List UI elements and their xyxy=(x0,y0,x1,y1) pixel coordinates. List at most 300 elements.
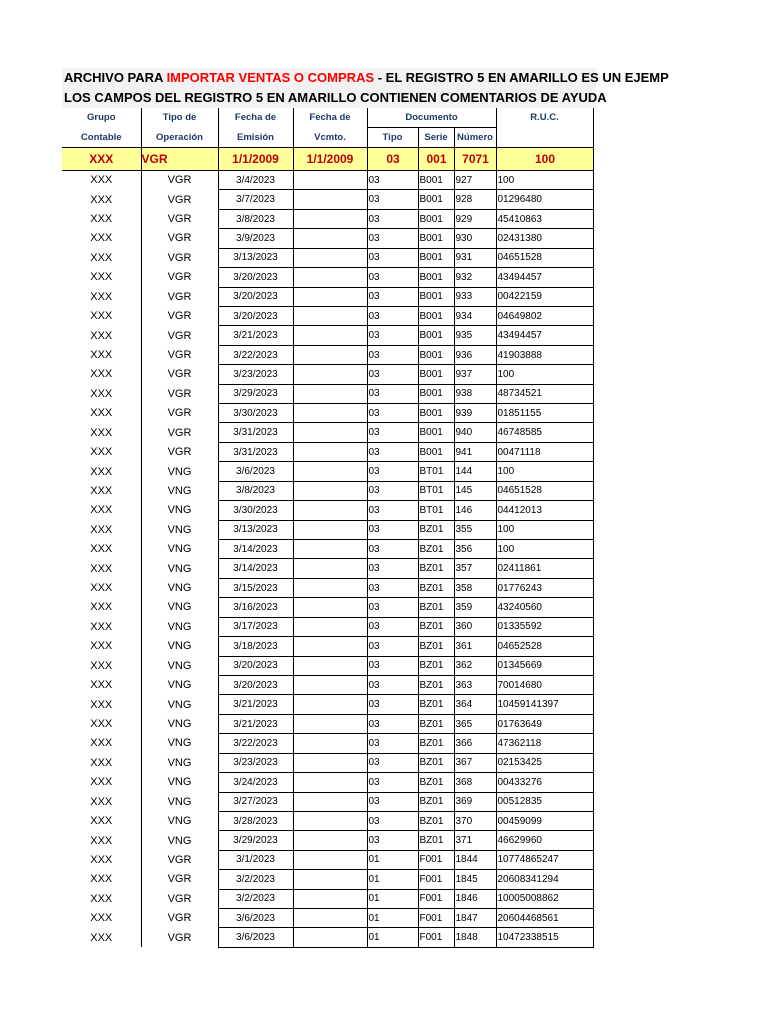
example-fecha-emision[interactable]: 1/1/2009 xyxy=(218,148,293,171)
cell-serie[interactable]: B001 xyxy=(418,171,454,190)
cell-grupo[interactable]: XXX xyxy=(90,349,113,361)
cell-fecha-emision[interactable]: 3/14/2023 xyxy=(218,540,293,559)
cell-grupo[interactable]: XXX xyxy=(90,834,113,847)
cell-fecha-vcmto[interactable] xyxy=(293,384,367,403)
cell-numero[interactable]: 357 xyxy=(454,559,496,578)
cell-serie[interactable]: BZ01 xyxy=(418,637,454,656)
cell-ruc[interactable]: 04651528 xyxy=(496,481,593,500)
cell-doc-tipo[interactable]: 03 xyxy=(367,520,418,539)
cell-tipo-op[interactable]: VGR xyxy=(141,442,218,461)
cell-tipo-op[interactable]: VGR xyxy=(141,268,218,287)
cell-ruc[interactable]: 00433276 xyxy=(496,773,593,792)
cell-fecha-vcmto[interactable] xyxy=(293,365,367,384)
cell-fecha-emision[interactable]: 3/27/2023 xyxy=(218,792,293,811)
cell-tipo-op[interactable]: VGR xyxy=(141,889,218,908)
cell-fecha-vcmto[interactable] xyxy=(293,442,367,461)
cell-numero[interactable]: 929 xyxy=(454,209,496,228)
example-ruc[interactable]: 100 xyxy=(496,148,593,171)
cell-fecha-vcmto[interactable] xyxy=(293,578,367,597)
cell-ruc[interactable]: 01345669 xyxy=(496,656,593,675)
cell-tipo-op[interactable]: VNG xyxy=(141,734,218,753)
cell-grupo[interactable]: XXX xyxy=(90,698,113,711)
cell-doc-tipo[interactable]: 03 xyxy=(367,326,418,345)
cell-fecha-vcmto[interactable] xyxy=(293,675,367,694)
cell-numero[interactable]: 1846 xyxy=(454,889,496,908)
cell-grupo[interactable]: XXX xyxy=(90,290,113,303)
cell-numero[interactable]: 1847 xyxy=(454,909,496,928)
cell-ruc[interactable]: 100 xyxy=(496,540,593,559)
cell-numero[interactable]: 145 xyxy=(454,481,496,500)
cell-grupo[interactable]: XXX xyxy=(90,815,113,828)
cell-grupo[interactable]: XXX xyxy=(90,659,113,672)
cell-grupo[interactable]: XXX xyxy=(90,679,113,692)
cell-numero[interactable]: 930 xyxy=(454,229,496,248)
cell-tipo-op[interactable]: VGR xyxy=(141,326,218,345)
cell-fecha-emision[interactable]: 3/20/2023 xyxy=(218,306,293,325)
cell-doc-tipo[interactable]: 03 xyxy=(367,831,418,850)
cell-fecha-emision[interactable]: 3/1/2023 xyxy=(218,850,293,869)
cell-numero[interactable]: 362 xyxy=(454,656,496,675)
cell-numero[interactable]: 1845 xyxy=(454,870,496,889)
cell-ruc[interactable]: 04412013 xyxy=(496,501,593,520)
cell-serie[interactable]: B001 xyxy=(418,229,454,248)
cell-ruc[interactable]: 100 xyxy=(496,462,593,481)
cell-serie[interactable]: BZ01 xyxy=(418,617,454,636)
cell-ruc[interactable]: 20608341294 xyxy=(496,870,593,889)
cell-numero[interactable]: 938 xyxy=(454,384,496,403)
cell-tipo-op[interactable]: VNG xyxy=(141,656,218,675)
cell-tipo-op[interactable]: VNG xyxy=(141,617,218,636)
cell-doc-tipo[interactable]: 03 xyxy=(367,248,418,267)
cell-numero[interactable]: 939 xyxy=(454,404,496,423)
cell-numero[interactable]: 360 xyxy=(454,617,496,636)
cell-serie[interactable]: F001 xyxy=(418,889,454,908)
cell-grupo[interactable]: XXX xyxy=(90,873,113,886)
cell-ruc[interactable]: 43240560 xyxy=(496,598,593,617)
cell-doc-tipo[interactable]: 03 xyxy=(367,268,418,287)
cell-grupo[interactable]: XXX xyxy=(90,620,113,633)
cell-fecha-emision[interactable]: 3/13/2023 xyxy=(218,520,293,539)
cell-numero[interactable]: 146 xyxy=(454,501,496,520)
cell-serie[interactable]: B001 xyxy=(418,326,454,345)
cell-grupo[interactable]: XXX xyxy=(90,329,113,342)
cell-numero[interactable]: 370 xyxy=(454,811,496,830)
cell-grupo[interactable]: XXX xyxy=(90,582,113,595)
cell-serie[interactable]: BT01 xyxy=(418,462,454,481)
cell-fecha-emision[interactable]: 3/2/2023 xyxy=(218,870,293,889)
cell-numero[interactable]: 358 xyxy=(454,578,496,597)
cell-doc-tipo[interactable]: 03 xyxy=(367,306,418,325)
cell-fecha-vcmto[interactable] xyxy=(293,598,367,617)
cell-numero[interactable]: 927 xyxy=(454,171,496,190)
cell-ruc[interactable]: 00471118 xyxy=(496,442,593,461)
cell-doc-tipo[interactable]: 03 xyxy=(367,442,418,461)
cell-doc-tipo[interactable]: 01 xyxy=(367,909,418,928)
cell-fecha-vcmto[interactable] xyxy=(293,462,367,481)
cell-fecha-emision[interactable]: 3/30/2023 xyxy=(218,404,293,423)
cell-serie[interactable]: B001 xyxy=(418,248,454,267)
cell-fecha-emision[interactable]: 3/21/2023 xyxy=(218,326,293,345)
cell-grupo[interactable]: XXX xyxy=(90,912,113,925)
cell-ruc[interactable]: 70014680 xyxy=(496,675,593,694)
cell-tipo-op[interactable]: VGR xyxy=(141,384,218,403)
cell-serie[interactable]: F001 xyxy=(418,850,454,869)
cell-grupo[interactable]: XXX xyxy=(90,601,113,614)
cell-ruc[interactable]: 01335592 xyxy=(496,617,593,636)
cell-serie[interactable]: F001 xyxy=(418,909,454,928)
cell-serie[interactable]: B001 xyxy=(418,190,454,209)
cell-fecha-vcmto[interactable] xyxy=(293,792,367,811)
cell-fecha-vcmto[interactable] xyxy=(293,889,367,908)
cell-serie[interactable]: BZ01 xyxy=(418,656,454,675)
example-grupo[interactable]: XXX xyxy=(62,148,141,171)
cell-ruc[interactable]: 45410863 xyxy=(496,209,593,228)
cell-tipo-op[interactable]: VGR xyxy=(141,928,218,947)
cell-serie[interactable]: B001 xyxy=(418,287,454,306)
cell-fecha-vcmto[interactable] xyxy=(293,714,367,733)
cell-tipo-op[interactable]: VNG xyxy=(141,598,218,617)
cell-fecha-vcmto[interactable] xyxy=(293,209,367,228)
cell-fecha-vcmto[interactable] xyxy=(293,909,367,928)
cell-numero[interactable]: 144 xyxy=(454,462,496,481)
cell-fecha-vcmto[interactable] xyxy=(293,190,367,209)
cell-fecha-vcmto[interactable] xyxy=(293,268,367,287)
cell-ruc[interactable]: 04649802 xyxy=(496,306,593,325)
cell-numero[interactable]: 368 xyxy=(454,773,496,792)
cell-ruc[interactable]: 10459141397 xyxy=(496,695,593,714)
cell-doc-tipo[interactable]: 03 xyxy=(367,345,418,364)
cell-tipo-op[interactable]: VNG xyxy=(141,578,218,597)
cell-doc-tipo[interactable]: 03 xyxy=(367,773,418,792)
cell-ruc[interactable]: 47362118 xyxy=(496,734,593,753)
cell-fecha-vcmto[interactable] xyxy=(293,850,367,869)
cell-fecha-vcmto[interactable] xyxy=(293,928,367,947)
cell-serie[interactable]: BZ01 xyxy=(418,520,454,539)
cell-ruc[interactable]: 43494457 xyxy=(496,268,593,287)
cell-fecha-emision[interactable]: 3/22/2023 xyxy=(218,345,293,364)
cell-doc-tipo[interactable]: 03 xyxy=(367,598,418,617)
cell-fecha-vcmto[interactable] xyxy=(293,695,367,714)
cell-tipo-op[interactable]: VNG xyxy=(141,481,218,500)
cell-numero[interactable]: 359 xyxy=(454,598,496,617)
cell-doc-tipo[interactable]: 03 xyxy=(367,637,418,656)
cell-numero[interactable]: 941 xyxy=(454,442,496,461)
cell-serie[interactable]: BZ01 xyxy=(418,773,454,792)
cell-fecha-emision[interactable]: 3/22/2023 xyxy=(218,734,293,753)
cell-serie[interactable]: B001 xyxy=(418,268,454,287)
cell-fecha-emision[interactable]: 3/23/2023 xyxy=(218,365,293,384)
cell-fecha-emision[interactable]: 3/29/2023 xyxy=(218,384,293,403)
cell-grupo[interactable]: XXX xyxy=(90,426,113,439)
cell-ruc[interactable]: 100 xyxy=(496,520,593,539)
cell-doc-tipo[interactable]: 01 xyxy=(367,889,418,908)
cell-serie[interactable]: BZ01 xyxy=(418,675,454,694)
cell-tipo-op[interactable]: VGR xyxy=(141,345,218,364)
cell-ruc[interactable]: 02153425 xyxy=(496,753,593,772)
cell-grupo[interactable]: XXX xyxy=(90,484,113,497)
cell-grupo[interactable]: XXX xyxy=(90,174,113,187)
cell-fecha-vcmto[interactable] xyxy=(293,520,367,539)
cell-tipo-op[interactable]: VNG xyxy=(141,811,218,830)
cell-grupo[interactable]: XXX xyxy=(90,795,113,808)
cell-numero[interactable]: 366 xyxy=(454,734,496,753)
cell-serie[interactable]: B001 xyxy=(418,442,454,461)
cell-fecha-vcmto[interactable] xyxy=(293,773,367,792)
cell-fecha-emision[interactable]: 3/15/2023 xyxy=(218,578,293,597)
cell-doc-tipo[interactable]: 03 xyxy=(367,171,418,190)
cell-ruc[interactable]: 02411861 xyxy=(496,559,593,578)
cell-grupo[interactable]: XXX xyxy=(90,737,113,750)
cell-tipo-op[interactable]: VGR xyxy=(141,404,218,423)
cell-fecha-emision[interactable]: 3/31/2023 xyxy=(218,442,293,461)
cell-serie[interactable]: BZ01 xyxy=(418,734,454,753)
cell-fecha-emision[interactable]: 3/6/2023 xyxy=(218,462,293,481)
cell-numero[interactable]: 935 xyxy=(454,326,496,345)
cell-fecha-emision[interactable]: 3/9/2023 xyxy=(218,229,293,248)
cell-ruc[interactable]: 10774865247 xyxy=(496,850,593,869)
cell-tipo-op[interactable]: VGR xyxy=(141,229,218,248)
cell-fecha-vcmto[interactable] xyxy=(293,229,367,248)
cell-numero[interactable]: 371 xyxy=(454,831,496,850)
cell-serie[interactable]: BZ01 xyxy=(418,811,454,830)
cell-fecha-emision[interactable]: 3/28/2023 xyxy=(218,811,293,830)
cell-serie[interactable]: B001 xyxy=(418,345,454,364)
cell-fecha-vcmto[interactable] xyxy=(293,617,367,636)
cell-fecha-emision[interactable]: 3/17/2023 xyxy=(218,617,293,636)
cell-doc-tipo[interactable]: 03 xyxy=(367,287,418,306)
cell-serie[interactable]: BZ01 xyxy=(418,714,454,733)
cell-tipo-op[interactable]: VNG xyxy=(141,501,218,520)
cell-fecha-emision[interactable]: 3/8/2023 xyxy=(218,481,293,500)
cell-fecha-vcmto[interactable] xyxy=(293,559,367,578)
cell-grupo[interactable]: XXX xyxy=(90,776,113,789)
cell-doc-tipo[interactable]: 03 xyxy=(367,384,418,403)
cell-ruc[interactable]: 00459099 xyxy=(496,811,593,830)
cell-tipo-op[interactable]: VGR xyxy=(141,870,218,889)
cell-ruc[interactable]: 100 xyxy=(496,365,593,384)
cell-grupo[interactable]: XXX xyxy=(90,271,113,284)
cell-tipo-op[interactable]: VGR xyxy=(141,248,218,267)
cell-fecha-emision[interactable]: 3/20/2023 xyxy=(218,656,293,675)
cell-fecha-vcmto[interactable] xyxy=(293,637,367,656)
cell-grupo[interactable]: XXX xyxy=(90,523,113,536)
cell-ruc[interactable]: 00512835 xyxy=(496,792,593,811)
cell-fecha-emision[interactable]: 3/18/2023 xyxy=(218,637,293,656)
cell-grupo[interactable]: XXX xyxy=(90,232,113,245)
cell-serie[interactable]: BZ01 xyxy=(418,540,454,559)
cell-grupo[interactable]: XXX xyxy=(90,892,113,905)
cell-fecha-emision[interactable]: 3/6/2023 xyxy=(218,928,293,947)
cell-serie[interactable]: BZ01 xyxy=(418,559,454,578)
cell-doc-tipo[interactable]: 03 xyxy=(367,792,418,811)
cell-tipo-op[interactable]: VNG xyxy=(141,714,218,733)
cell-numero[interactable]: 1848 xyxy=(454,928,496,947)
cell-grupo[interactable]: XXX xyxy=(90,251,113,264)
cell-numero[interactable]: 932 xyxy=(454,268,496,287)
cell-numero[interactable]: 361 xyxy=(454,637,496,656)
cell-fecha-emision[interactable]: 3/14/2023 xyxy=(218,559,293,578)
cell-numero[interactable]: 365 xyxy=(454,714,496,733)
cell-grupo[interactable]: XXX xyxy=(90,193,113,206)
cell-fecha-emision[interactable]: 3/4/2023 xyxy=(218,171,293,190)
cell-tipo-op[interactable]: VGR xyxy=(141,209,218,228)
cell-fecha-emision[interactable]: 3/23/2023 xyxy=(218,753,293,772)
cell-doc-tipo[interactable]: 03 xyxy=(367,617,418,636)
cell-tipo-op[interactable]: VGR xyxy=(141,287,218,306)
example-serie[interactable]: 001 xyxy=(418,148,454,171)
cell-tipo-op[interactable]: VGR xyxy=(141,909,218,928)
cell-fecha-vcmto[interactable] xyxy=(293,734,367,753)
cell-serie[interactable]: B001 xyxy=(418,384,454,403)
cell-grupo[interactable]: XXX xyxy=(90,213,113,226)
cell-ruc[interactable]: 02431380 xyxy=(496,229,593,248)
cell-fecha-vcmto[interactable] xyxy=(293,326,367,345)
cell-tipo-op[interactable]: VGR xyxy=(141,190,218,209)
cell-fecha-vcmto[interactable] xyxy=(293,248,367,267)
cell-serie[interactable]: BZ01 xyxy=(418,695,454,714)
cell-tipo-op[interactable]: VGR xyxy=(141,306,218,325)
cell-doc-tipo[interactable]: 03 xyxy=(367,559,418,578)
cell-ruc[interactable]: 41903888 xyxy=(496,345,593,364)
cell-serie[interactable]: B001 xyxy=(418,209,454,228)
cell-numero[interactable]: 936 xyxy=(454,345,496,364)
cell-grupo[interactable]: XXX xyxy=(90,504,113,517)
cell-serie[interactable]: B001 xyxy=(418,423,454,442)
cell-grupo[interactable]: XXX xyxy=(90,853,113,866)
cell-tipo-op[interactable]: VGR xyxy=(141,423,218,442)
cell-doc-tipo[interactable]: 03 xyxy=(367,190,418,209)
cell-numero[interactable]: 928 xyxy=(454,190,496,209)
cell-doc-tipo[interactable]: 03 xyxy=(367,695,418,714)
cell-tipo-op[interactable]: VNG xyxy=(141,520,218,539)
cell-doc-tipo[interactable]: 03 xyxy=(367,811,418,830)
cell-numero[interactable]: 367 xyxy=(454,753,496,772)
cell-numero[interactable]: 940 xyxy=(454,423,496,442)
cell-tipo-op[interactable]: VGR xyxy=(141,171,218,190)
cell-fecha-emision[interactable]: 3/16/2023 xyxy=(218,598,293,617)
cell-fecha-vcmto[interactable] xyxy=(293,831,367,850)
cell-ruc[interactable]: 04651528 xyxy=(496,248,593,267)
cell-doc-tipo[interactable]: 03 xyxy=(367,578,418,597)
cell-doc-tipo[interactable]: 01 xyxy=(367,870,418,889)
cell-fecha-vcmto[interactable] xyxy=(293,404,367,423)
example-fecha-vcmto[interactable]: 1/1/2009 xyxy=(293,148,367,171)
cell-fecha-vcmto[interactable] xyxy=(293,287,367,306)
cell-numero[interactable]: 364 xyxy=(454,695,496,714)
cell-fecha-emision[interactable]: 3/29/2023 xyxy=(218,831,293,850)
cell-fecha-vcmto[interactable] xyxy=(293,870,367,889)
cell-doc-tipo[interactable]: 03 xyxy=(367,423,418,442)
cell-grupo[interactable]: XXX xyxy=(90,368,113,381)
cell-numero[interactable]: 1844 xyxy=(454,850,496,869)
cell-serie[interactable]: BZ01 xyxy=(418,578,454,597)
cell-fecha-emision[interactable]: 3/20/2023 xyxy=(218,675,293,694)
cell-tipo-op[interactable]: VGR xyxy=(141,365,218,384)
cell-serie[interactable]: B001 xyxy=(418,306,454,325)
cell-doc-tipo[interactable]: 03 xyxy=(367,656,418,675)
cell-doc-tipo[interactable]: 03 xyxy=(367,481,418,500)
cell-fecha-emision[interactable]: 3/24/2023 xyxy=(218,773,293,792)
cell-fecha-vcmto[interactable] xyxy=(293,171,367,190)
cell-tipo-op[interactable]: VNG xyxy=(141,773,218,792)
cell-tipo-op[interactable]: VGR xyxy=(141,850,218,869)
cell-fecha-emision[interactable]: 3/7/2023 xyxy=(218,190,293,209)
cell-tipo-op[interactable]: VNG xyxy=(141,462,218,481)
cell-tipo-op[interactable]: VNG xyxy=(141,695,218,714)
cell-doc-tipo[interactable]: 03 xyxy=(367,229,418,248)
cell-serie[interactable]: BZ01 xyxy=(418,792,454,811)
example-doc-tipo[interactable]: 03 xyxy=(367,148,418,171)
cell-doc-tipo[interactable]: 03 xyxy=(367,734,418,753)
cell-grupo[interactable]: XXX xyxy=(90,387,113,400)
cell-ruc[interactable]: 48734521 xyxy=(496,384,593,403)
cell-serie[interactable]: BZ01 xyxy=(418,753,454,772)
cell-doc-tipo[interactable]: 01 xyxy=(367,928,418,947)
cell-serie[interactable]: B001 xyxy=(418,365,454,384)
cell-tipo-op[interactable]: VNG xyxy=(141,792,218,811)
cell-tipo-op[interactable]: VNG xyxy=(141,559,218,578)
cell-serie[interactable]: BT01 xyxy=(418,501,454,520)
cell-grupo[interactable]: XXX xyxy=(90,756,113,769)
cell-doc-tipo[interactable]: 01 xyxy=(367,850,418,869)
cell-fecha-emision[interactable]: 3/21/2023 xyxy=(218,714,293,733)
cell-ruc[interactable]: 04652528 xyxy=(496,637,593,656)
cell-grupo[interactable]: XXX xyxy=(90,543,113,556)
cell-ruc[interactable]: 01851155 xyxy=(496,404,593,423)
cell-doc-tipo[interactable]: 03 xyxy=(367,753,418,772)
cell-doc-tipo[interactable]: 03 xyxy=(367,540,418,559)
cell-doc-tipo[interactable]: 03 xyxy=(367,404,418,423)
cell-fecha-emision[interactable]: 3/2/2023 xyxy=(218,889,293,908)
cell-grupo[interactable]: XXX xyxy=(90,640,113,653)
cell-tipo-op[interactable]: VNG xyxy=(141,831,218,850)
cell-grupo[interactable]: XXX xyxy=(90,310,113,323)
cell-fecha-vcmto[interactable] xyxy=(293,540,367,559)
cell-grupo[interactable]: XXX xyxy=(90,718,113,731)
cell-grupo[interactable]: XXX xyxy=(90,562,113,575)
cell-ruc[interactable]: 00422159 xyxy=(496,287,593,306)
cell-numero[interactable]: 369 xyxy=(454,792,496,811)
cell-doc-tipo[interactable]: 03 xyxy=(367,209,418,228)
cell-fecha-vcmto[interactable] xyxy=(293,481,367,500)
cell-serie[interactable]: F001 xyxy=(418,870,454,889)
cell-ruc[interactable]: 43494457 xyxy=(496,326,593,345)
cell-fecha-emision[interactable]: 3/20/2023 xyxy=(218,287,293,306)
cell-fecha-emision[interactable]: 3/30/2023 xyxy=(218,501,293,520)
cell-ruc[interactable]: 01763649 xyxy=(496,714,593,733)
cell-ruc[interactable]: 01776243 xyxy=(496,578,593,597)
cell-serie[interactable]: BZ01 xyxy=(418,598,454,617)
cell-fecha-emision[interactable]: 3/21/2023 xyxy=(218,695,293,714)
cell-doc-tipo[interactable]: 03 xyxy=(367,462,418,481)
cell-ruc[interactable]: 100 xyxy=(496,171,593,190)
cell-grupo[interactable]: XXX xyxy=(90,407,113,420)
cell-doc-tipo[interactable]: 03 xyxy=(367,365,418,384)
cell-tipo-op[interactable]: VNG xyxy=(141,675,218,694)
cell-serie[interactable]: BT01 xyxy=(418,481,454,500)
cell-fecha-emision[interactable]: 3/8/2023 xyxy=(218,209,293,228)
cell-fecha-vcmto[interactable] xyxy=(293,306,367,325)
cell-ruc[interactable]: 01296480 xyxy=(496,190,593,209)
cell-doc-tipo[interactable]: 03 xyxy=(367,501,418,520)
cell-grupo[interactable]: XXX xyxy=(90,931,113,944)
cell-tipo-op[interactable]: VNG xyxy=(141,637,218,656)
cell-doc-tipo[interactable]: 03 xyxy=(367,714,418,733)
cell-ruc[interactable]: 10005008862 xyxy=(496,889,593,908)
cell-fecha-vcmto[interactable] xyxy=(293,501,367,520)
cell-fecha-emision[interactable]: 3/13/2023 xyxy=(218,248,293,267)
cell-tipo-op[interactable]: VNG xyxy=(141,753,218,772)
